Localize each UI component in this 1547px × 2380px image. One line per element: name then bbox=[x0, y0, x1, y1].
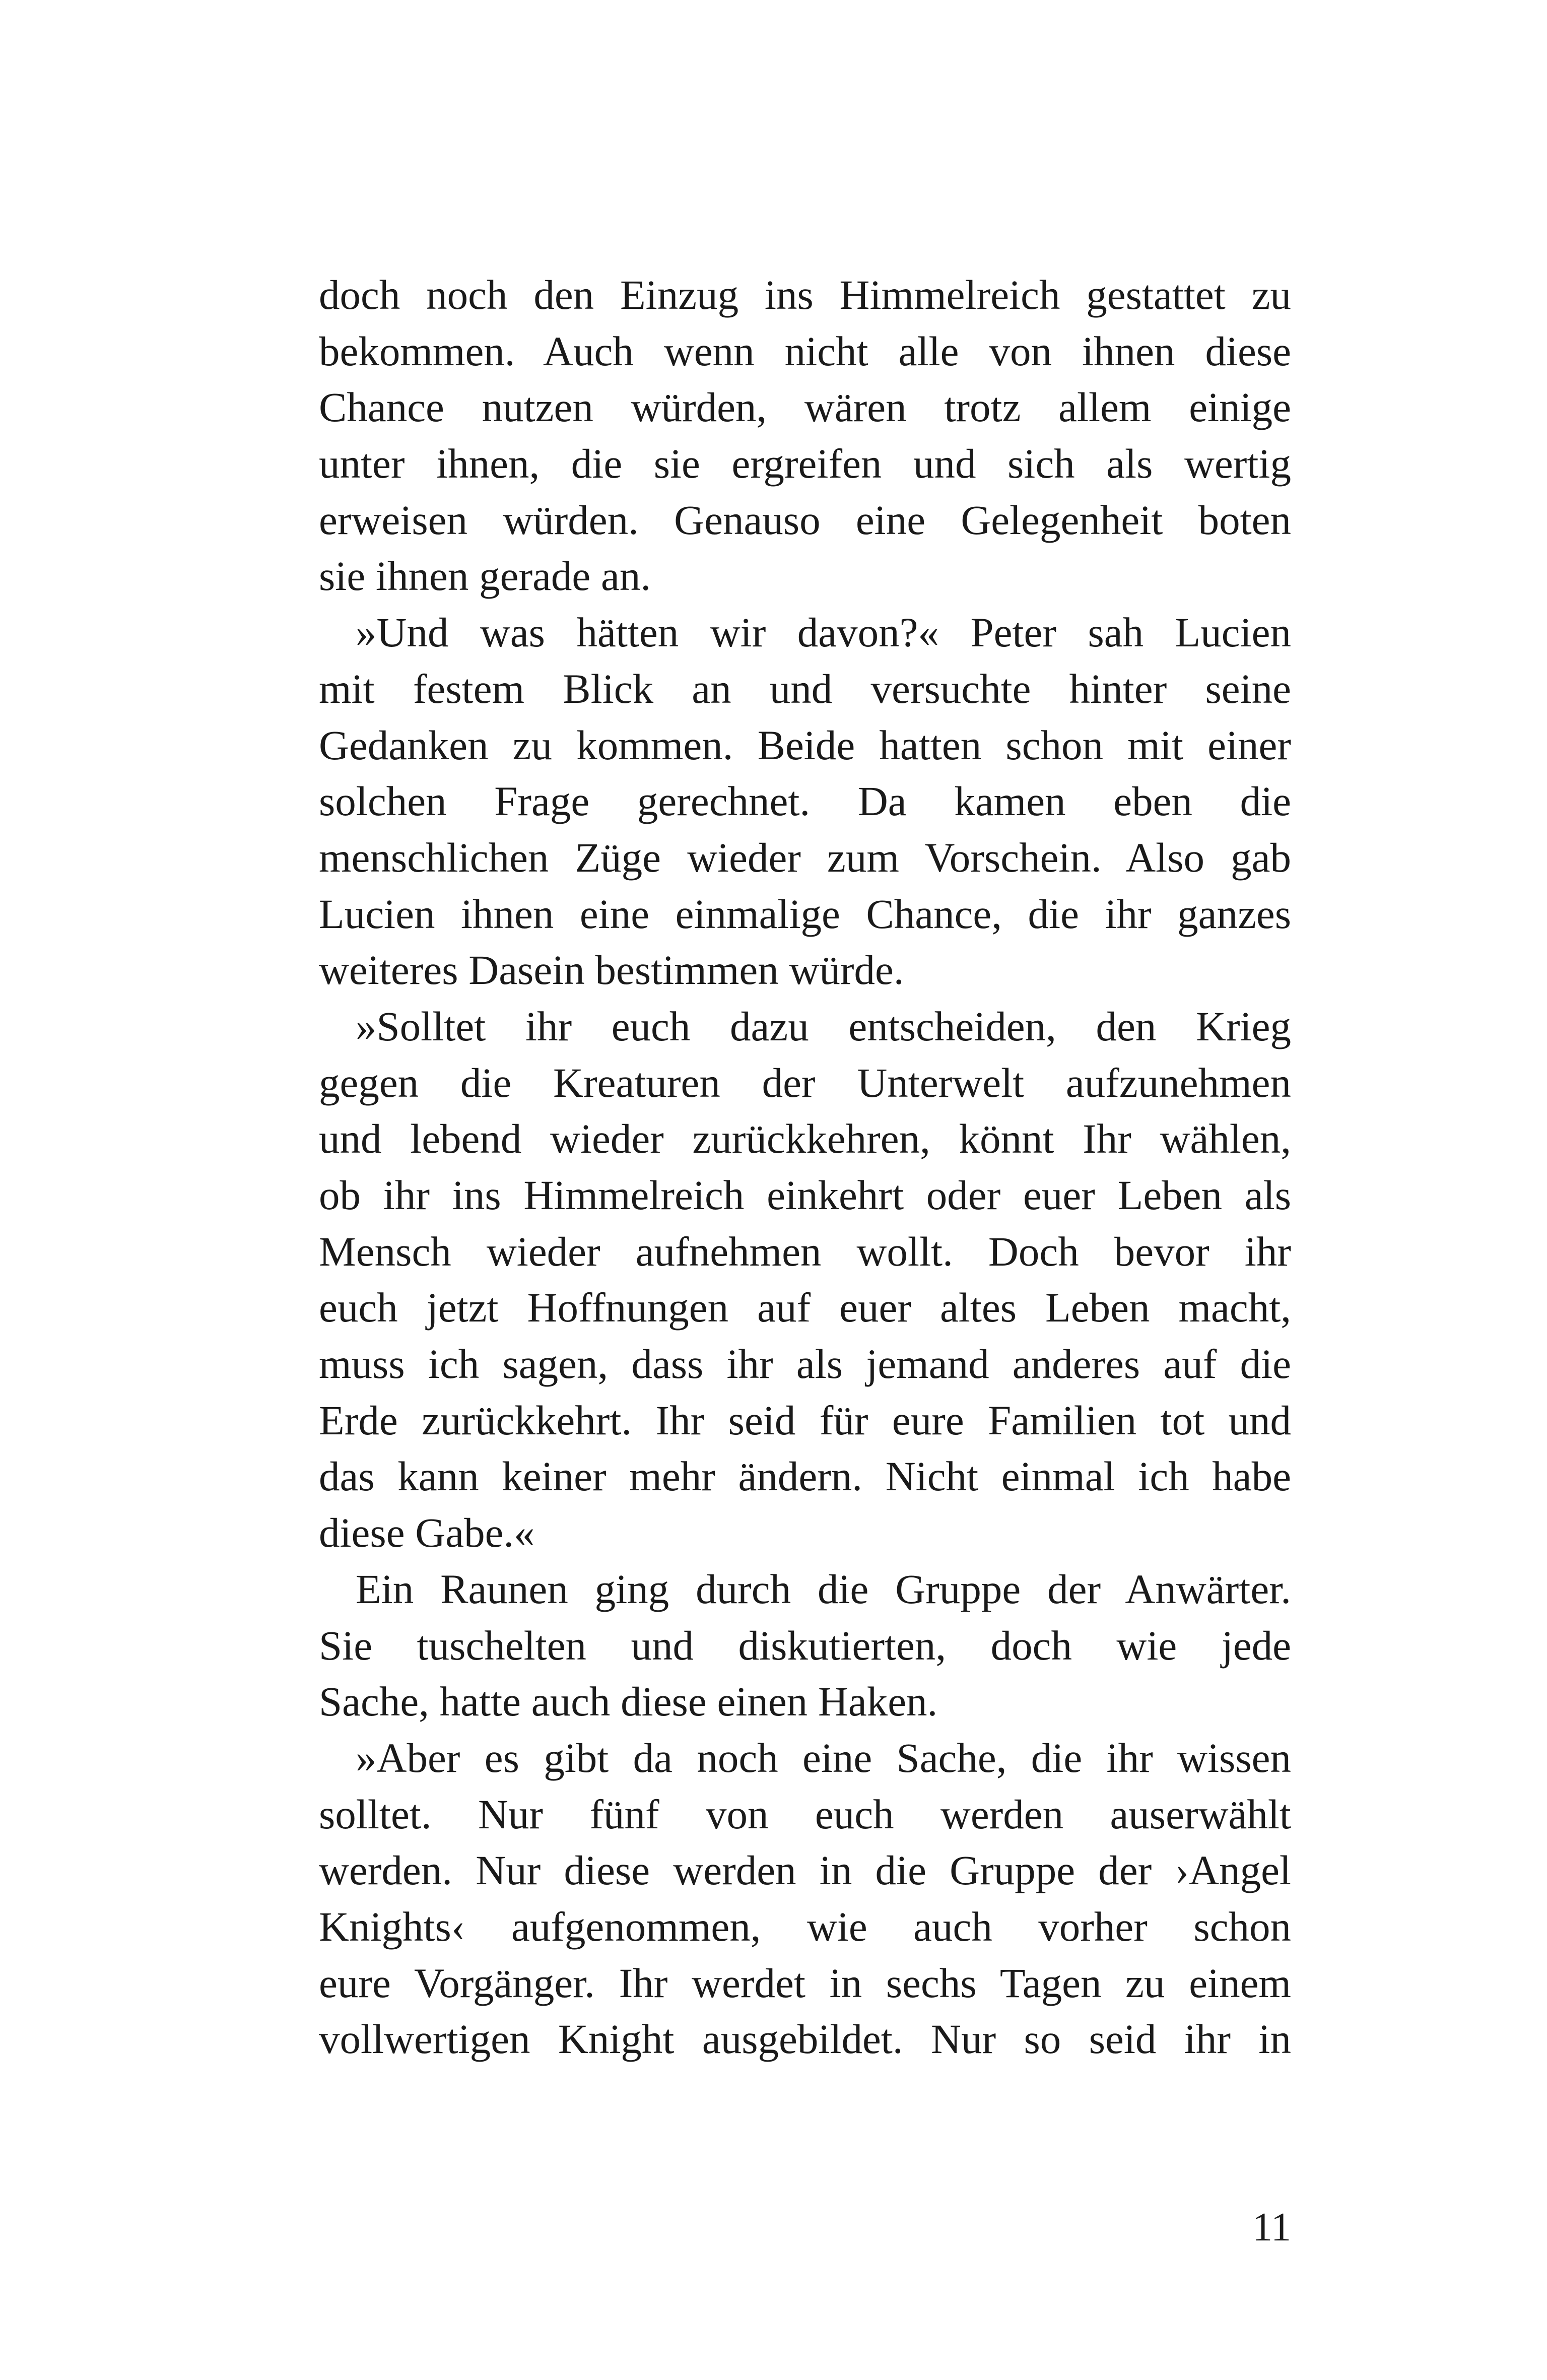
text-line: weiteres Dasein bestimmen würde. bbox=[319, 947, 904, 994]
text-line: Erde zurückkehrt. Ihr seid für eure Familien tot und bbox=[319, 1397, 1291, 1443]
text-line: Mensch wieder aufnehmen wollt. Doch bevor ihr bbox=[319, 1228, 1291, 1275]
text-line: solltet. Nur fünf von euch werden auserwählt bbox=[319, 1791, 1291, 1837]
text-line: eure Vorgänger. Ihr werdet in sechs Tagen zu einem bbox=[319, 1959, 1291, 2006]
text-line: doch noch den Einzug ins Himmelreich gestattet zu bbox=[319, 272, 1291, 318]
text-line: Chance nutzen würden, wären trotz allem einige bbox=[319, 384, 1291, 431]
text-line: gegen die Kreaturen der Unterwelt aufzunehmen bbox=[319, 1059, 1291, 1106]
text-line: das kann keiner mehr ändern. Nicht einmal ich habe bbox=[319, 1453, 1291, 1500]
text-line: Sie tuschelten und diskutierten, doch wie jede bbox=[319, 1622, 1291, 1669]
text-line: ob ihr ins Himmelreich einkehrt oder euer Leben als bbox=[319, 1172, 1291, 1218]
text-line: »Und was hätten wir davon?« Peter sah Lucien bbox=[356, 609, 1291, 656]
text-line: mit festem Blick an und versuchte hinter seine bbox=[319, 665, 1291, 712]
text-line: sie ihnen gerade an. bbox=[319, 553, 651, 600]
text-line: »Aber es gibt da noch eine Sache, die ihr wissen bbox=[356, 1734, 1291, 1781]
text-line: Sache, hatte auch diese einen Haken. bbox=[319, 1678, 938, 1725]
text-line: menschlichen Züge wieder zum Vorschein. Also gab bbox=[319, 834, 1291, 881]
text-line: bekommen. Auch wenn nicht alle von ihnen diese bbox=[319, 327, 1291, 374]
text-line: vollwertigen Knight ausgebildet. Nur so seid ihr in bbox=[319, 2016, 1291, 2063]
text-line: muss ich sagen, dass ihr als jemand anderes auf die bbox=[319, 1341, 1291, 1387]
text-line: Gedanken zu kommen. Beide hatten schon mit einer bbox=[319, 721, 1291, 768]
page-number: 11 bbox=[1252, 2205, 1291, 2250]
text-line: euch jetzt Hoffnungen auf euer altes Leben macht, bbox=[319, 1284, 1291, 1331]
text-line: diese Gabe.« bbox=[319, 1509, 535, 1556]
text-line: Knights‹ aufgenommen, wie auch vorher schon bbox=[319, 1903, 1291, 1950]
text-line: solchen Frage gerechnet. Da kamen eben die bbox=[319, 778, 1291, 825]
text-line: und lebend wieder zurückkehren, könnt Ihr wählen, bbox=[319, 1115, 1291, 1162]
body-text bbox=[319, 267, 1291, 2068]
text-line: Ein Raunen ging durch die Gruppe der Anwärter. bbox=[356, 1565, 1291, 1612]
text-line: werden. Nur diese werden in die Gruppe der ›Angel bbox=[319, 1847, 1291, 1894]
text-line: unter ihnen, die sie ergreifen und sich als wertig bbox=[319, 440, 1291, 487]
text-line: Lucien ihnen eine einmalige Chance, die ihr ganzes bbox=[319, 890, 1291, 937]
text-line: »Solltet ihr euch dazu entscheiden, den Krieg bbox=[356, 1003, 1291, 1049]
text-line: erweisen würden. Genauso eine Gelegenheit boten bbox=[319, 496, 1291, 543]
